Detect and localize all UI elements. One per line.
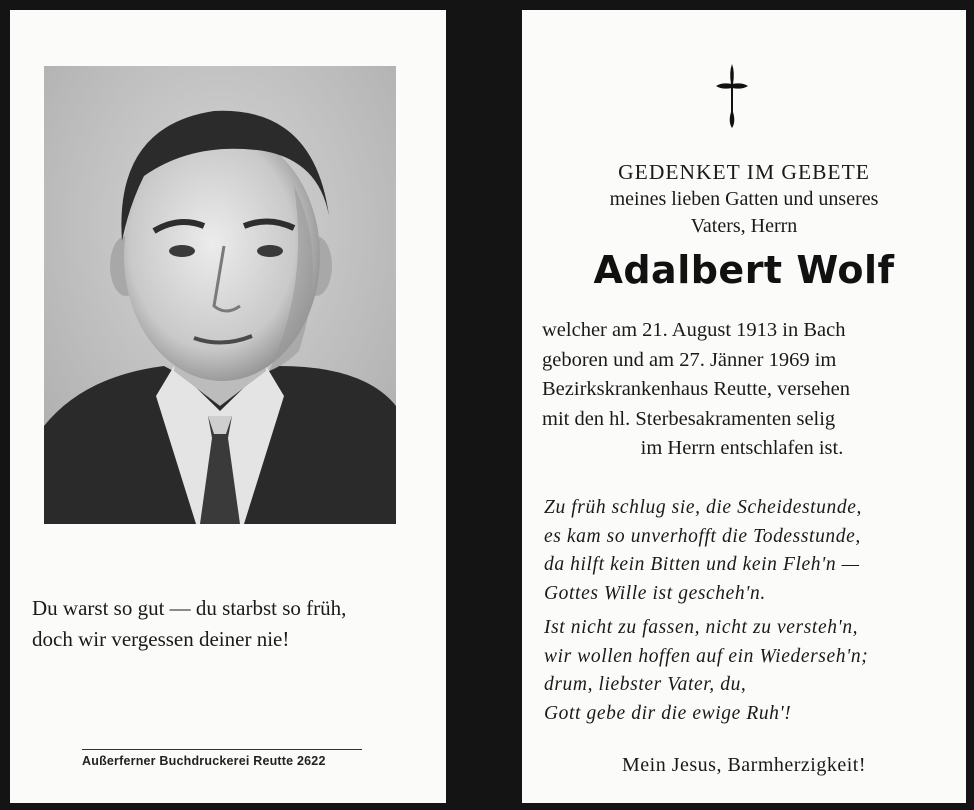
intro-line: Vaters, Herrn bbox=[690, 215, 798, 237]
poem-line: da hilft kein Bitten und kein Fleh'n — bbox=[544, 554, 860, 575]
poem-line: wir wollen hoffen auf ein Wiederseh'n; bbox=[544, 645, 869, 667]
details-line: geboren und am 27. Jänner 1969 im bbox=[542, 348, 837, 371]
cross-icon bbox=[712, 62, 752, 130]
card-gutter bbox=[446, 0, 522, 810]
poem-line: Ist nicht zu fassen, nicht zu versteh'n, bbox=[544, 617, 859, 638]
poem-line: Gott gebe dir die ewige Ruh'! bbox=[544, 702, 792, 724]
intro-text bbox=[522, 186, 966, 240]
poem-stanza-2 bbox=[544, 614, 954, 728]
printer-imprint: Außerferner Buchdruckerei Reutte 2622 bbox=[82, 754, 326, 768]
deceased-name: Adalbert Wolf bbox=[593, 248, 895, 292]
details-line: im Herrn entschlafen ist. bbox=[640, 437, 844, 459]
poem-line: es kam so unverhofft die Todesstunde, bbox=[544, 525, 861, 547]
printer-divider bbox=[82, 749, 362, 750]
closing-prayer: Mein Jesus, Barmherzigkeit! bbox=[622, 754, 866, 776]
poem-line: Zu früh schlug sie, die Scheidestunde, bbox=[544, 497, 862, 518]
poem-line: drum, liebster Vater, du, bbox=[544, 674, 747, 695]
details-line: Bezirkskrankenhaus Reutte, versehen bbox=[542, 378, 850, 400]
poem-line: Gottes Wille ist gescheh'n. bbox=[544, 582, 766, 604]
left-card bbox=[10, 10, 446, 803]
portrait-photo bbox=[44, 66, 396, 524]
left-verse-line: doch wir vergessen deiner nie! bbox=[32, 627, 290, 651]
life-details bbox=[542, 316, 942, 464]
left-verse-line: Du warst so gut — du starbst so früh, bbox=[32, 596, 347, 620]
details-line: mit den hl. Sterbesakramenten selig bbox=[542, 407, 836, 430]
poem-stanza-1 bbox=[544, 494, 954, 608]
heading: GEDENKET IM GEBETE bbox=[618, 160, 870, 184]
right-card bbox=[522, 10, 966, 803]
intro-line: meines lieben Gatten und unseres bbox=[609, 188, 879, 210]
left-verse bbox=[32, 593, 432, 655]
portrait-image bbox=[44, 66, 396, 524]
details-line: welcher am 21. August 1913 in Bach bbox=[542, 319, 846, 341]
